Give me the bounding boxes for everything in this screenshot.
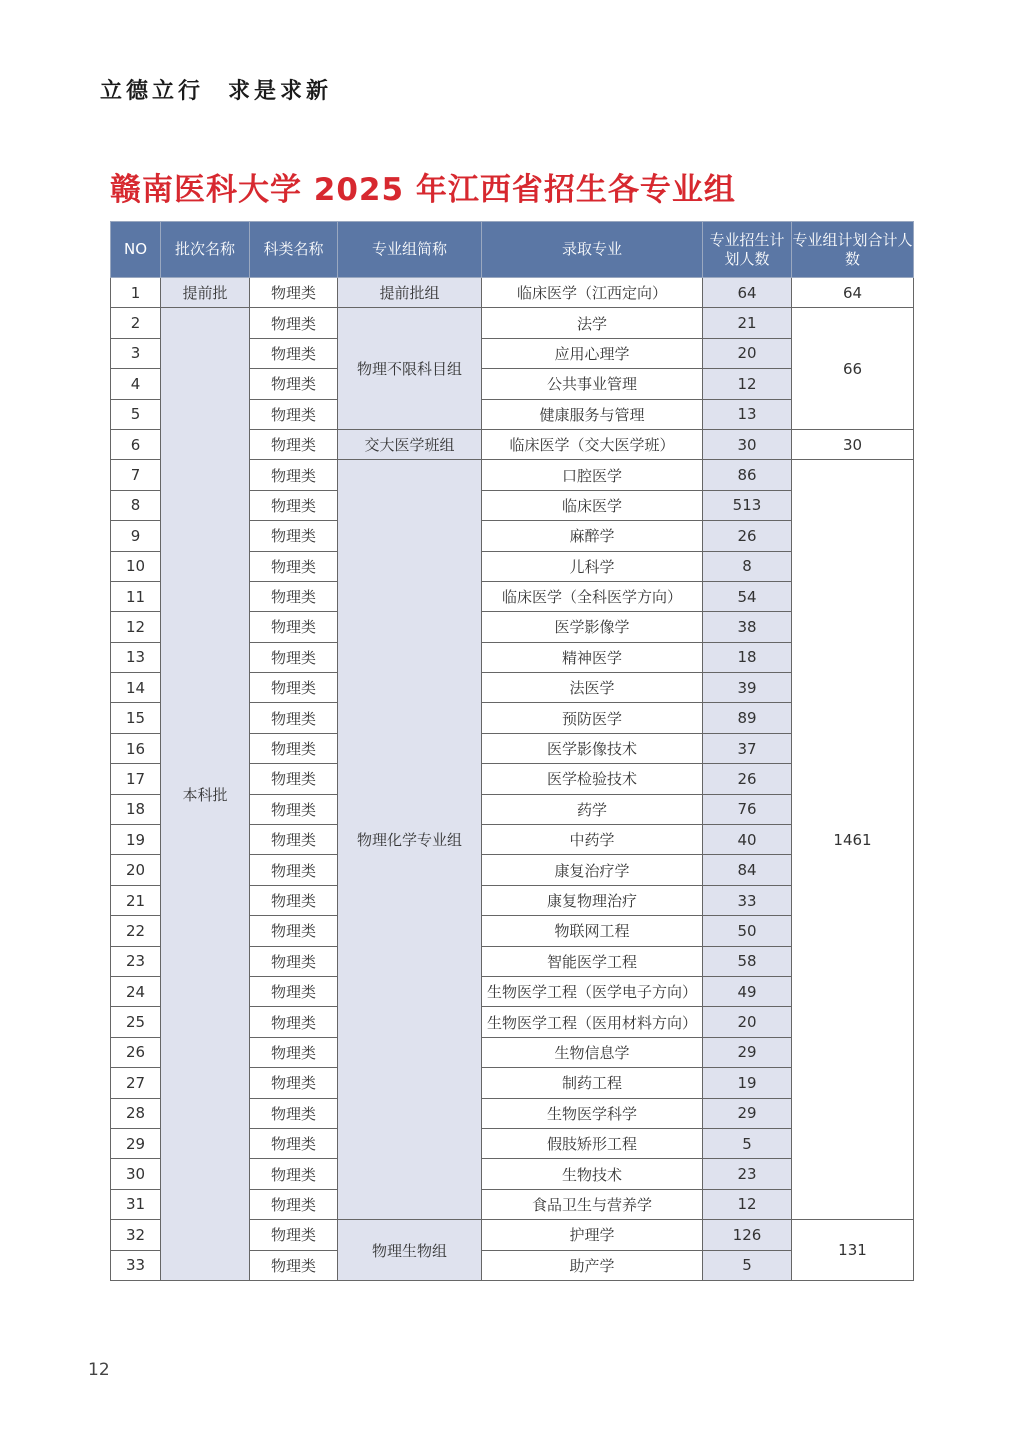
motto (100, 74, 332, 105)
cell-category: 物理类 (250, 338, 338, 368)
cell-no: 30 (111, 1159, 161, 1189)
cell-batch: 提前批 (161, 278, 250, 308)
cell-major: 食品卫生与营养学 (482, 1189, 703, 1219)
cell-major: 临床医学（江西定向） (482, 278, 703, 308)
table-row (111, 308, 914, 338)
cell-plan: 12 (703, 369, 792, 399)
cell-plan: 84 (703, 855, 792, 885)
cell-category: 物理类 (250, 855, 338, 885)
cell-no: 1 (111, 278, 161, 308)
cell-major: 生物技术 (482, 1159, 703, 1189)
cell-category: 物理类 (250, 1007, 338, 1037)
cell-no: 27 (111, 1068, 161, 1098)
cell-major: 生物医学工程（医学电子方向） (482, 976, 703, 1006)
cell-category: 物理类 (250, 399, 338, 429)
page-number: 12 (88, 1360, 110, 1380)
cell-no: 19 (111, 825, 161, 855)
cell-group: 交大医学班组 (338, 429, 482, 459)
cell-no: 5 (111, 399, 161, 429)
cell-major: 临床医学（全科医学方向） (482, 581, 703, 611)
cell-plan: 20 (703, 338, 792, 368)
cell-batch: 本科批 (161, 308, 250, 1281)
cell-category: 物理类 (250, 551, 338, 581)
cell-no: 20 (111, 855, 161, 885)
cell-group-total: 30 (792, 429, 914, 459)
cell-major: 儿科学 (482, 551, 703, 581)
cell-no: 2 (111, 308, 161, 338)
cell-group: 物理生物组 (338, 1220, 482, 1281)
cell-plan: 39 (703, 673, 792, 703)
cell-category: 物理类 (250, 794, 338, 824)
cell-plan: 513 (703, 490, 792, 520)
cell-plan: 58 (703, 946, 792, 976)
cell-major: 护理学 (482, 1220, 703, 1250)
cell-plan: 26 (703, 521, 792, 551)
column-header-group: 专业组简称 (338, 222, 482, 278)
cell-major: 中药学 (482, 825, 703, 855)
cell-group: 提前批组 (338, 278, 482, 308)
cell-no: 14 (111, 673, 161, 703)
cell-major: 生物医学科学 (482, 1098, 703, 1128)
motto-right: 求是求新 (228, 78, 333, 104)
cell-category: 物理类 (250, 1189, 338, 1219)
cell-category: 物理类 (250, 521, 338, 551)
cell-plan: 33 (703, 885, 792, 915)
cell-category: 物理类 (250, 1250, 338, 1280)
cell-plan: 54 (703, 581, 792, 611)
cell-no: 32 (111, 1220, 161, 1250)
cell-category: 物理类 (250, 976, 338, 1006)
cell-category: 物理类 (250, 429, 338, 459)
cell-no: 17 (111, 764, 161, 794)
cell-major: 临床医学（交大医学班） (482, 429, 703, 459)
cell-major: 医学影像技术 (482, 733, 703, 763)
cell-category: 物理类 (250, 1220, 338, 1250)
cell-plan: 21 (703, 308, 792, 338)
cell-group-total: 64 (792, 278, 914, 308)
column-header-group-total: 专业组计划合计人数 (792, 222, 914, 278)
cell-category: 物理类 (250, 612, 338, 642)
cell-no: 8 (111, 490, 161, 520)
cell-plan: 26 (703, 764, 792, 794)
cell-no: 9 (111, 521, 161, 551)
cell-no: 10 (111, 551, 161, 581)
cell-no: 25 (111, 1007, 161, 1037)
cell-category: 物理类 (250, 490, 338, 520)
table-row (111, 278, 914, 308)
cell-major: 应用心理学 (482, 338, 703, 368)
cell-no: 26 (111, 1037, 161, 1067)
cell-category: 物理类 (250, 703, 338, 733)
cell-group: 物理化学专业组 (338, 460, 482, 1220)
cell-no: 7 (111, 460, 161, 490)
cell-no: 15 (111, 703, 161, 733)
cell-plan: 40 (703, 825, 792, 855)
cell-major: 智能医学工程 (482, 946, 703, 976)
cell-no: 13 (111, 642, 161, 672)
cell-category: 物理类 (250, 916, 338, 946)
cell-major: 生物医学工程（医用材料方向） (482, 1007, 703, 1037)
cell-no: 31 (111, 1189, 161, 1219)
cell-plan: 29 (703, 1037, 792, 1067)
cell-category: 物理类 (250, 460, 338, 490)
cell-plan: 50 (703, 916, 792, 946)
cell-major: 物联网工程 (482, 916, 703, 946)
cell-category: 物理类 (250, 1128, 338, 1158)
cell-plan: 13 (703, 399, 792, 429)
cell-category: 物理类 (250, 946, 338, 976)
cell-major: 助产学 (482, 1250, 703, 1280)
cell-no: 24 (111, 976, 161, 1006)
cell-plan: 37 (703, 733, 792, 763)
cell-major: 康复物理治疗 (482, 885, 703, 915)
cell-group: 物理不限科目组 (338, 308, 482, 430)
cell-major: 医学检验技术 (482, 764, 703, 794)
column-header-no: NO (111, 222, 161, 278)
cell-category: 物理类 (250, 1159, 338, 1189)
cell-major: 健康服务与管理 (482, 399, 703, 429)
cell-major: 假肢矫形工程 (482, 1128, 703, 1158)
cell-plan: 5 (703, 1128, 792, 1158)
cell-no: 21 (111, 885, 161, 915)
cell-no: 3 (111, 338, 161, 368)
cell-category: 物理类 (250, 642, 338, 672)
column-header-category: 科类名称 (250, 222, 338, 278)
cell-major: 口腔医学 (482, 460, 703, 490)
cell-group-total: 1461 (792, 460, 914, 1220)
table-header-row (111, 222, 914, 278)
cell-major: 临床医学 (482, 490, 703, 520)
cell-major: 预防医学 (482, 703, 703, 733)
cell-no: 28 (111, 1098, 161, 1128)
cell-category: 物理类 (250, 308, 338, 338)
cell-plan: 76 (703, 794, 792, 824)
cell-plan: 30 (703, 429, 792, 459)
cell-category: 物理类 (250, 278, 338, 308)
cell-no: 4 (111, 369, 161, 399)
cell-plan: 20 (703, 1007, 792, 1037)
cell-plan: 38 (703, 612, 792, 642)
cell-plan: 49 (703, 976, 792, 1006)
cell-plan: 126 (703, 1220, 792, 1250)
motto-left: 立德立行 (100, 78, 205, 104)
cell-no: 16 (111, 733, 161, 763)
cell-category: 物理类 (250, 581, 338, 611)
cell-major: 制药工程 (482, 1068, 703, 1098)
cell-plan: 5 (703, 1250, 792, 1280)
page-title: 赣南医科大学 2025 年江西省招生各专业组 (110, 172, 736, 208)
cell-category: 物理类 (250, 1098, 338, 1128)
cell-major: 精神医学 (482, 642, 703, 672)
cell-plan: 86 (703, 460, 792, 490)
cell-no: 12 (111, 612, 161, 642)
cell-category: 物理类 (250, 825, 338, 855)
cell-major: 麻醉学 (482, 521, 703, 551)
cell-major: 康复治疗学 (482, 855, 703, 885)
cell-major: 法医学 (482, 673, 703, 703)
admission-plan-table (110, 221, 914, 1281)
cell-category: 物理类 (250, 764, 338, 794)
cell-major: 公共事业管理 (482, 369, 703, 399)
cell-no: 23 (111, 946, 161, 976)
cell-category: 物理类 (250, 1068, 338, 1098)
cell-category: 物理类 (250, 885, 338, 915)
cell-plan: 64 (703, 278, 792, 308)
cell-category: 物理类 (250, 673, 338, 703)
cell-major: 生物信息学 (482, 1037, 703, 1067)
cell-group-total: 131 (792, 1220, 914, 1281)
cell-major: 药学 (482, 794, 703, 824)
cell-plan: 12 (703, 1189, 792, 1219)
cell-category: 物理类 (250, 1037, 338, 1067)
column-header-plan: 专业招生计划人数 (703, 222, 792, 278)
cell-plan: 18 (703, 642, 792, 672)
cell-plan: 23 (703, 1159, 792, 1189)
cell-group-total: 66 (792, 308, 914, 430)
column-header-major: 录取专业 (482, 222, 703, 278)
cell-no: 22 (111, 916, 161, 946)
cell-no: 29 (111, 1128, 161, 1158)
cell-major: 法学 (482, 308, 703, 338)
cell-no: 18 (111, 794, 161, 824)
cell-no: 33 (111, 1250, 161, 1280)
cell-plan: 89 (703, 703, 792, 733)
cell-category: 物理类 (250, 733, 338, 763)
cell-plan: 19 (703, 1068, 792, 1098)
cell-major: 医学影像学 (482, 612, 703, 642)
cell-plan: 29 (703, 1098, 792, 1128)
cell-category: 物理类 (250, 369, 338, 399)
column-header-batch: 批次名称 (161, 222, 250, 278)
cell-no: 6 (111, 429, 161, 459)
cell-plan: 8 (703, 551, 792, 581)
cell-no: 11 (111, 581, 161, 611)
